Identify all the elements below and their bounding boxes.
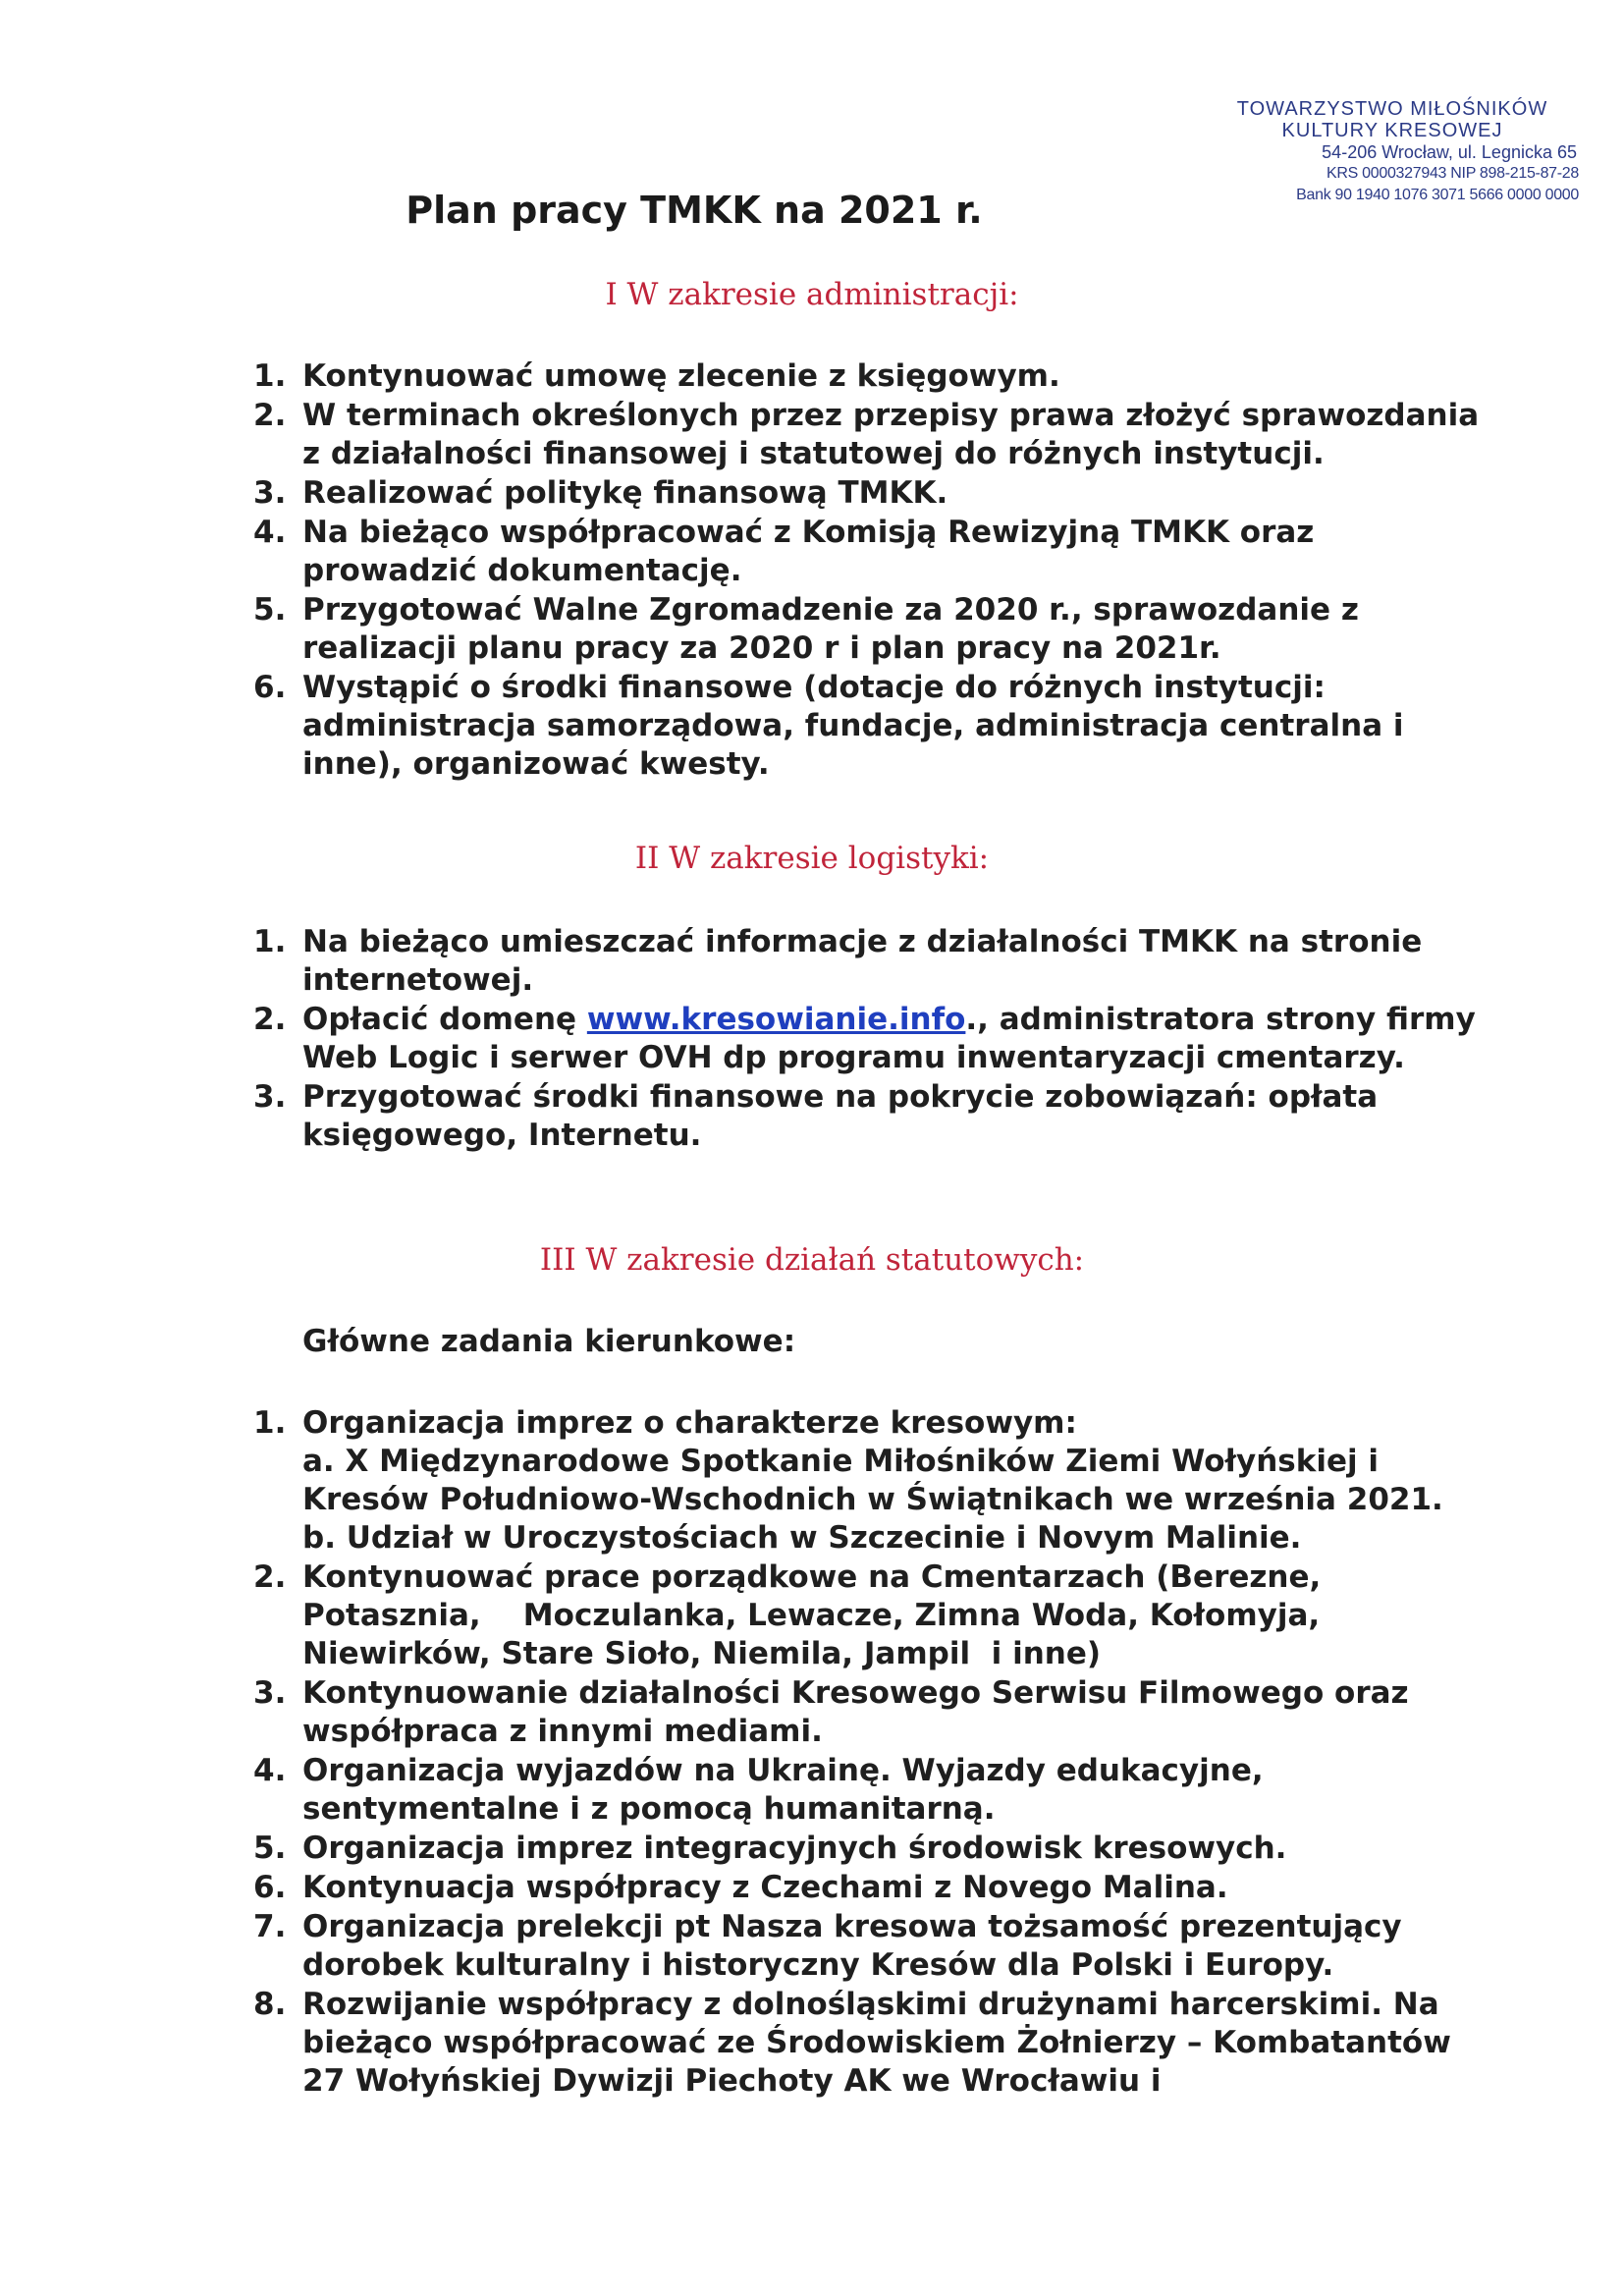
document-title [0, 189, 1624, 232]
list-item-text: Wystąpić o środki finansowe (dotacje do różnych instytucji: administracja samorządowa, fundacje, administracja centralna i inne), organizować kwesty. [302, 670, 1404, 782]
list-item-number: 1. [253, 358, 287, 394]
list-item-number: 1. [253, 1405, 287, 1441]
list-item [253, 1830, 1490, 1868]
list-item [253, 1674, 1490, 1751]
list-item [253, 474, 1490, 513]
section-heading-logistics: II W zakresie logistyki: [634, 841, 990, 876]
list-item-number: 6. [253, 1870, 287, 1905]
list-item-number: 5. [253, 1831, 287, 1866]
logistics-list [253, 923, 1490, 1156]
list-item-number: 6. [253, 670, 287, 705]
list-item-number: 2. [253, 398, 287, 433]
list-item-text: Przygotować środki finansowe na pokrycie zobowiązań: opłata księgowego, Internetu. [302, 1079, 1379, 1153]
list-item-text: Organizacja imprez integracyjnych środowisk kresowych. [302, 1831, 1287, 1866]
list-item [253, 514, 1490, 590]
list-item-number: 3. [253, 475, 287, 511]
list-item-text: Organizacja prelekcji pt Nasza kresowa tożsamość prezentujący dorobek kulturalny i historyczny Kresów dla Polski i Europy. [302, 1909, 1402, 1983]
list-item-text-after: ., administratora strony firmy Web Logic i serwer OVH dp programu inwentaryzacji cmentarzy. [302, 1002, 1476, 1075]
section-heading-statutory: III W zakresie działań statutowych: [539, 1242, 1085, 1278]
list-item-number: 1. [253, 924, 287, 959]
list-item-text: Kontynuacja współpracy z Czechami z Novego Malina. [302, 1870, 1228, 1905]
list-item-text: Kontynuowanie działalności Kresowego Serwisu Filmowego oraz współpraca z innymi mediami. [302, 1675, 1409, 1749]
list-item-text: Organizacja imprez o charakterze kresowym: [302, 1405, 1077, 1441]
list-item-number: 3. [253, 1079, 287, 1115]
list-item [253, 1558, 1490, 1673]
list-item-text: Na bieżąco umieszczać informacje z działalności TMKK na stronie internetowej. [302, 924, 1423, 998]
stamp-line-2: KULTURY KRESOWEJ [1281, 120, 1503, 141]
section-heading-administration: I W zakresie administracji: [605, 277, 1019, 312]
sub-item-b: b. Udział w Uroczystościach w Szczecinie i Novym Malinie. [302, 1520, 1302, 1556]
list-item-number: 7. [253, 1909, 287, 1944]
stamp-line-1: TOWARZYSTWO MIŁOŚNIKÓW [1236, 98, 1548, 120]
list-item-text: Organizacja wyjazdów na Ukrainę. Wyjazdy edukacyjne, sentymentalne i z pomocą humanitarną. [302, 1753, 1264, 1827]
stamp-bank-account: Bank 90 1940 1076 3071 5666 0000 0000 [1296, 187, 1579, 203]
list-item-text-before: Opłacić domenę [302, 1002, 587, 1037]
list-item [253, 1752, 1490, 1829]
list-item [253, 1908, 1490, 1985]
sub-item-a: a. X Międzynarodowe Spotkanie Miłośników Ziemi Wołyńskiej i Kresów Południowo-Wschodnich w Świątnikach we września 2021. [302, 1444, 1443, 1517]
list-item-text: Kontynuować prace porządkowe na Cmentarzach (Berezne, Potasznia, Moczulanka, Lewacze, Zimna Woda, Kołomyja, Niewirków, Stare Sioło, Niemila, Jampil i inne) [302, 1559, 1332, 1671]
list-item-text: Rozwijanie współpracy z dolnośląskimi drużynami harcerskimi. Na bieżąco współpracować ze Środowiskiem Żołnierzy – Kombatantów 27 Wołyńskiej Dywizji Piechoty AK we Wrocławiu i [302, 1987, 1451, 2099]
section-subheading: Główne zadania kierunkowe: [302, 1324, 796, 1359]
list-item [253, 591, 1490, 668]
list-item [253, 1869, 1490, 1907]
stamp-address: 54-206 Wrocław, ul. Legnicka 65 [1322, 142, 1577, 162]
list-item-text: Kontynuować umowę zlecenie z księgowym. [302, 358, 1060, 394]
list-item-number: 5. [253, 592, 287, 628]
list-item-text: Przygotować Walne Zgromadzenie za 2020 r., sprawozdanie z realizacji planu pracy za 2020 r i plan pracy na 2021r. [302, 592, 1359, 666]
list-item-number: 8. [253, 1987, 287, 2022]
list-item-number: 2. [253, 1002, 287, 1037]
list-item-text: Na bieżąco współpracować z Komisją Rewizyjną TMKK oraz prowadzić dokumentację. [302, 515, 1315, 588]
list-item [253, 1001, 1490, 1077]
list-item [253, 669, 1490, 784]
list-item [253, 1986, 1490, 2101]
list-item [253, 357, 1490, 396]
list-item [253, 923, 1490, 1000]
list-item [253, 1404, 1490, 1558]
list-item-number: 4. [253, 1753, 287, 1788]
list-item [253, 397, 1490, 473]
statutory-list [253, 1404, 1490, 2102]
stamp-krs-nip: KRS 0000327943 NIP 898-215-87-28 [1326, 165, 1579, 182]
list-item-number: 3. [253, 1675, 287, 1711]
list-item [253, 1078, 1490, 1155]
list-item-number: 4. [253, 515, 287, 550]
list-item-text: Realizować politykę finansową TMKK. [302, 475, 948, 511]
administration-list [253, 357, 1490, 785]
document-title-text: Plan pracy TMKK na 2021 r. [406, 189, 983, 232]
list-item-number: 2. [253, 1559, 287, 1595]
website-link[interactable]: www.kresowianie.info [586, 1002, 966, 1037]
list-item-text: W terminach określonych przez przepisy prawa złożyć sprawozdania z działalności finansowej i statutowej do różnych instytucji. [302, 398, 1480, 471]
